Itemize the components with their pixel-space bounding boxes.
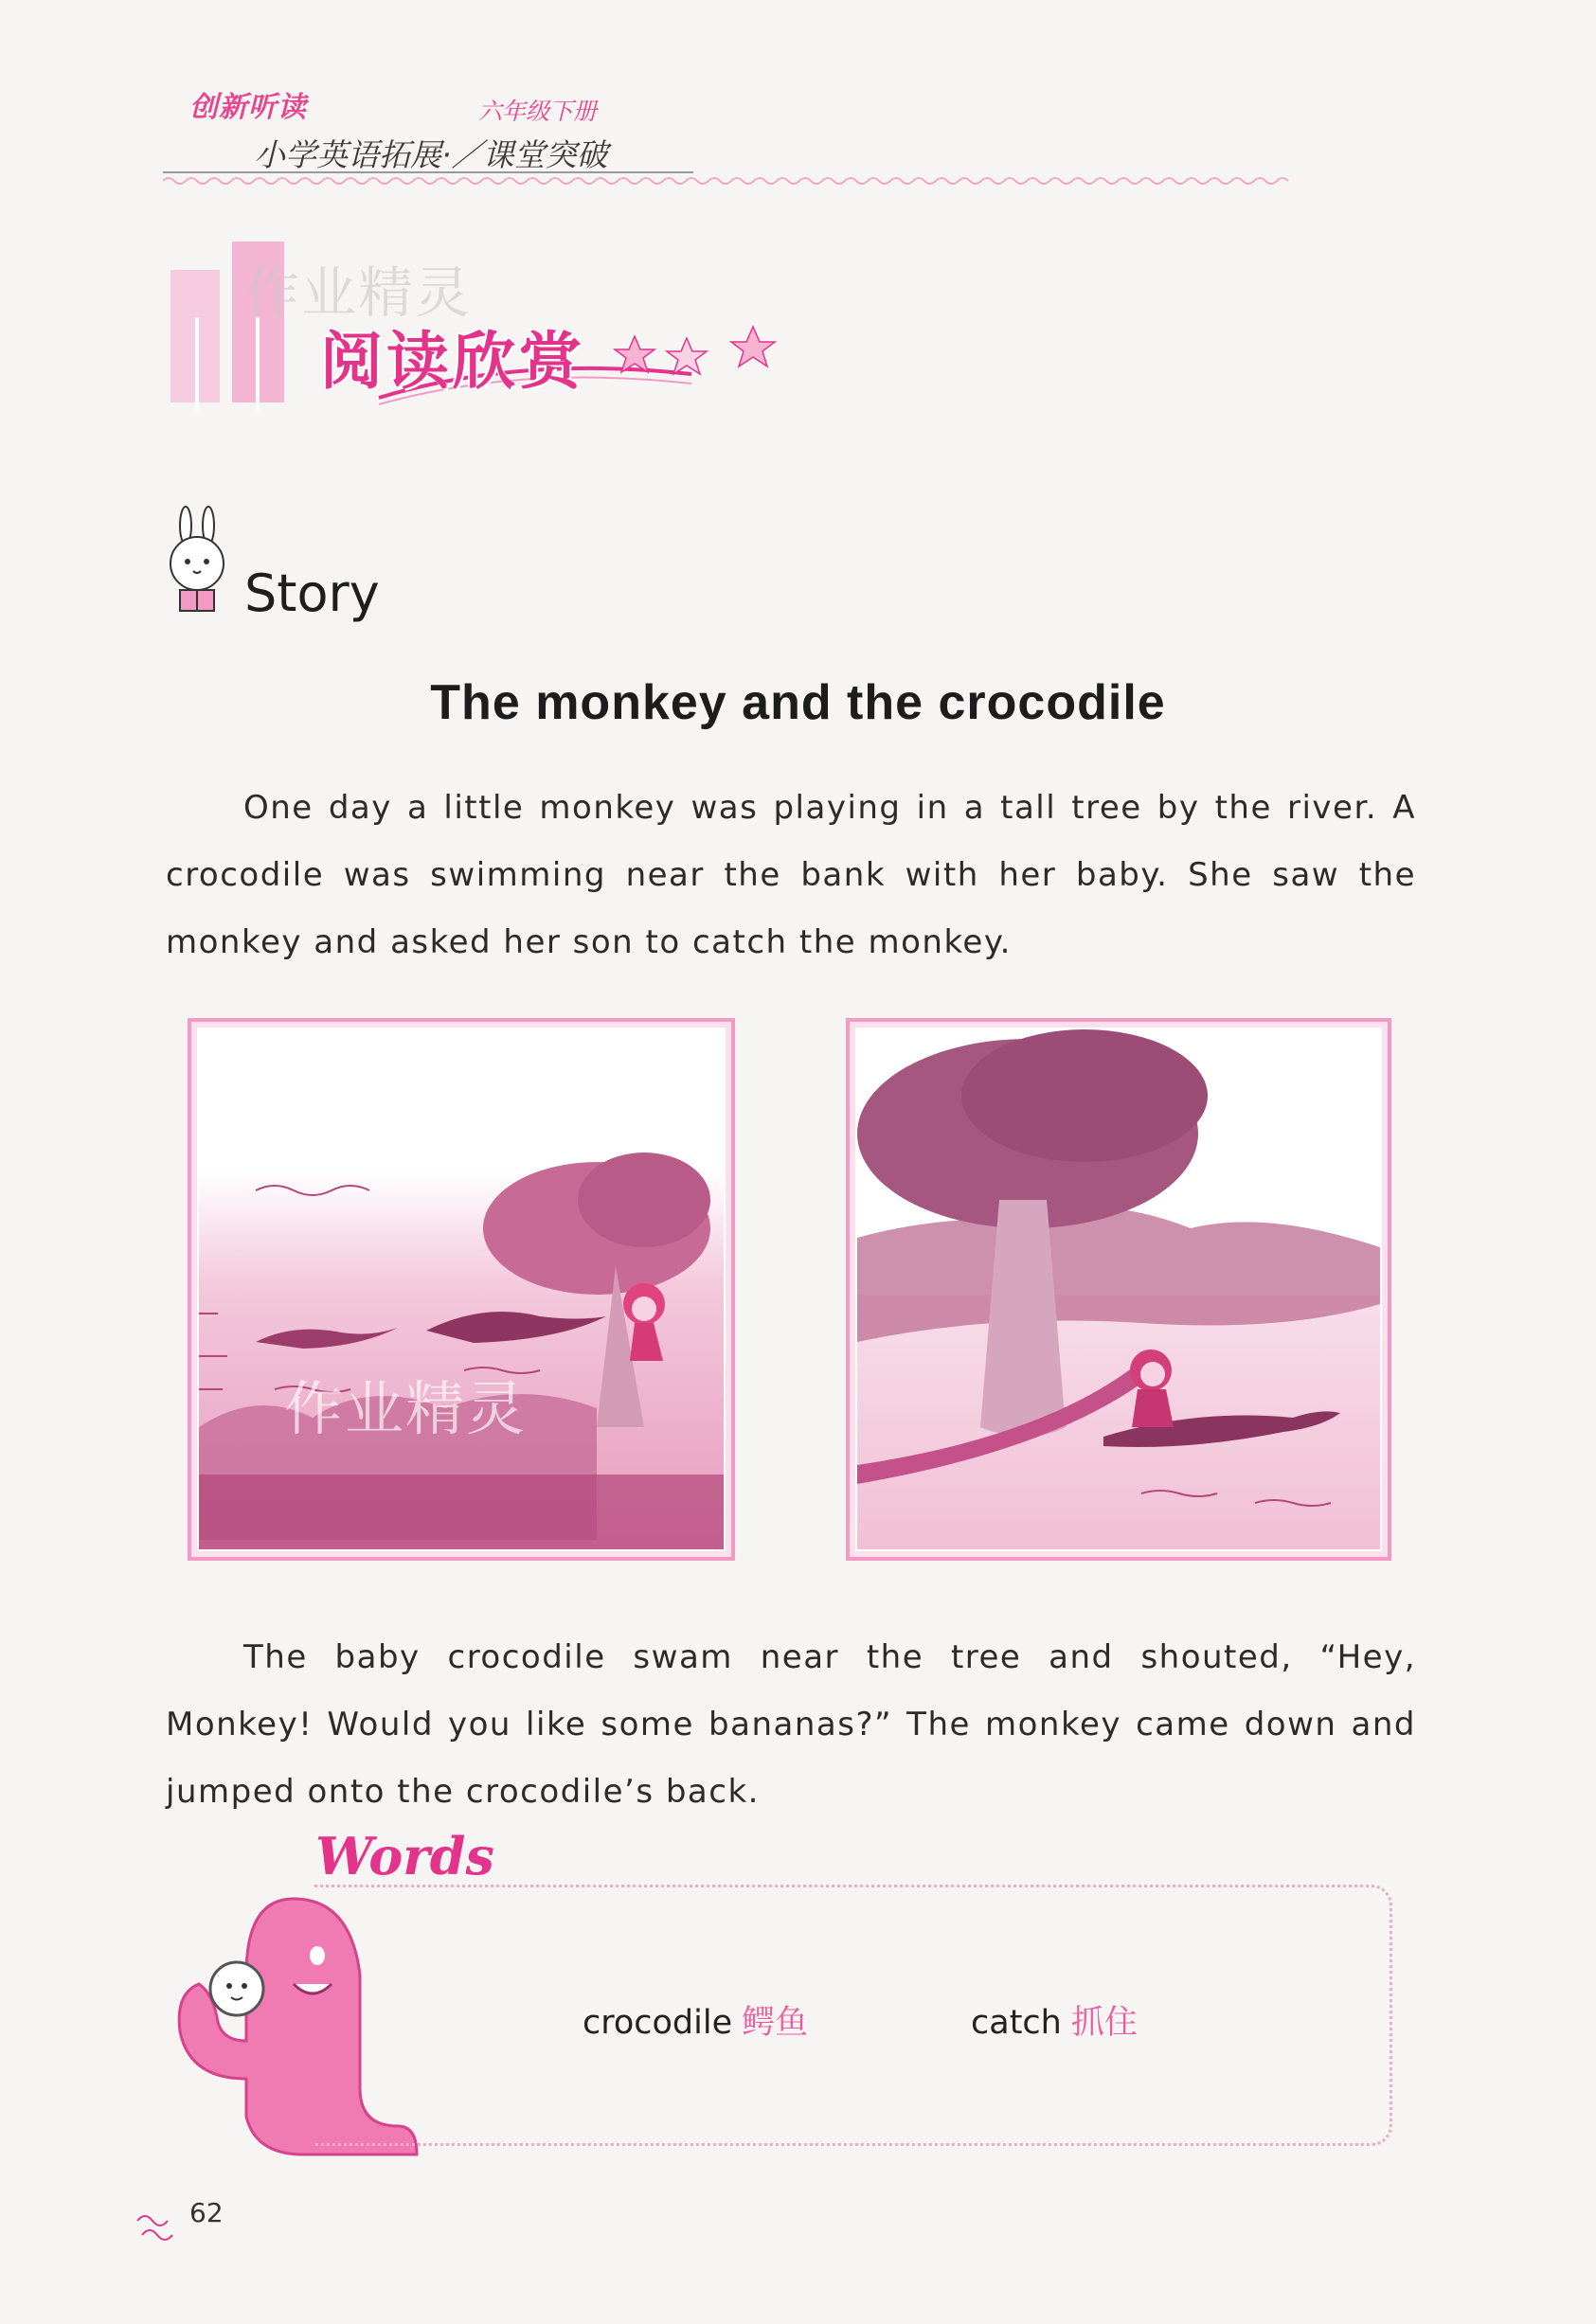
illustration-monkey-on-crocodile — [846, 1018, 1391, 1561]
series-title: 小学英语拓展·／课堂突破 — [254, 136, 608, 173]
words-title: Words — [315, 1826, 494, 1886]
words-box — [314, 1885, 1392, 2146]
section-title: 阅读欣赏 — [320, 324, 585, 398]
story-paragraph-1 — [166, 775, 1416, 976]
paragraph-2-text: The baby crocodile swam near the tree and shouted, “Hey, Monkey! Would you like some bananas?” The monkey came down and jumped onto the crocodile’s back. — [166, 1638, 1416, 1811]
story-title: The monkey and the crocodile — [430, 675, 1166, 730]
grade-label: 六年级下册 — [478, 98, 598, 125]
vocab-item-catch — [971, 1996, 1138, 2044]
story-label: Story — [244, 563, 380, 623]
river-scene-image — [199, 1029, 724, 1549]
header-wave-decoration — [163, 174, 1413, 188]
story-paragraph-2 — [166, 1624, 1416, 1826]
vocab-english: catch — [971, 2004, 1062, 2042]
vocab-chinese: 抓住 — [1070, 2004, 1138, 2042]
paragraph-1-text: One day a little monkey was playing in a tall tree by the river. A crocodile was swimming near the bank with her baby. She saw the monkey and asked her son to catch the monkey. — [166, 789, 1416, 961]
banner-watermark: 作业精灵 — [244, 260, 473, 325]
vocab-english: crocodile — [583, 2004, 733, 2042]
brand-logo-text: 创新听读 — [189, 91, 307, 124]
page-number: 62 — [189, 2197, 224, 2228]
page-number-swirl-icon — [133, 2207, 189, 2244]
bunny-reading-icon — [159, 505, 235, 618]
monkey-riding-crocodile-image — [857, 1029, 1380, 1549]
vocab-item-crocodile — [583, 1996, 808, 2044]
vocab-chinese: 鳄鱼 — [742, 2004, 809, 2042]
illustration-crocodiles-in-river — [188, 1018, 735, 1561]
illustration-watermark: 作业精灵 — [284, 1374, 528, 1443]
